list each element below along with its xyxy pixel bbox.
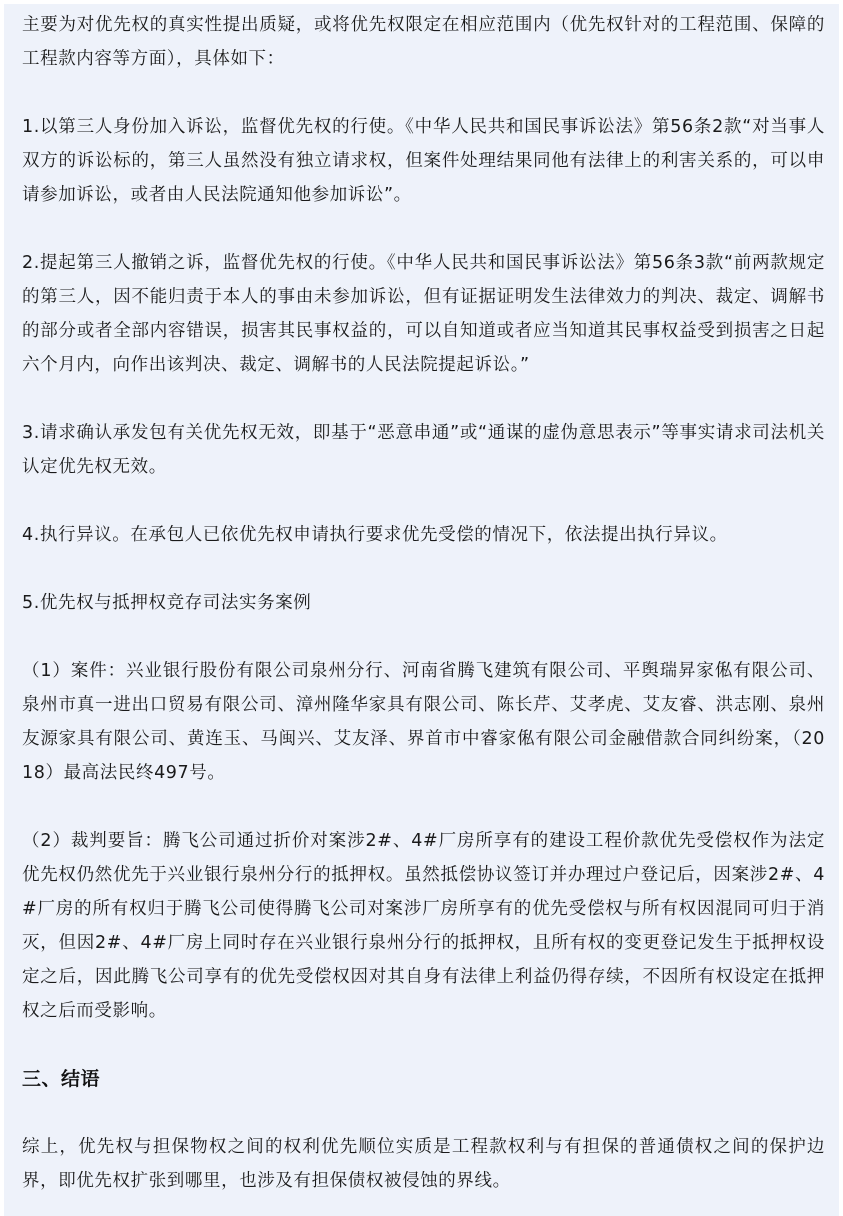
case-2-paragraph: （2）裁判要旨：腾飞公司通过折价对案涉2#、4#厂房所享有的建设工程价款优先受偿权作为法定优先权仍然优先于兴业银行泉州分行的抵押权。虽然抵偿协议签订并办理过户登记后，因案涉2#、4#厂房的所有权归于腾飞公司使得腾飞公司对案涉厂房所享有的优先受偿权与所有权因混同可归于消灭，但因2#、4#厂房上同时存在兴业银行泉州分行的抵押权，且所有权的变更登记发生于抵押权设定之后，因此腾飞公司享有的优先受偿权因对其自身有法律上利益仍得存续，不因所有权设定在抵押权之后而受影响。 [22,831,825,1021]
paragraph-spacer [22,620,825,654]
paragraph-spacer [22,212,825,246]
paragraph-spacer [22,382,825,416]
item-2-paragraph: 2.提起第三人撤销之诉，监督优先权的行使。《中华人民共和国民事诉讼法》第56条3款“前两款规定的第三人，因不能归责于本人的事由未参加诉讼，但有证据证明发生法律效力的判决、裁定、调解书的部分或者全部内容错误，损害其民事权益的，可以自知道或者应当知道其民事权益受到损害之日起六个月内，向作出该判决、裁定、调解书的人民法院提起诉讼。” [22,253,825,375]
paragraph-spacer [22,1096,825,1130]
paragraph-spacer [22,552,825,586]
item-5-paragraph: 5.优先权与抵押权竞存司法实务案例 [22,593,312,613]
paragraph-spacer [22,790,825,824]
item-4-paragraph: 4.执行异议。在承包人已依优先权申请执行要求优先受偿的情况下，依法提出执行异议。 [22,525,728,545]
paragraph-spacer [22,76,825,110]
paragraph-spacer [22,484,825,518]
article-body [4,4,839,1216]
paragraph-spacer [22,1028,825,1062]
conclusion-paragraph: 综上，优先权与担保物权之间的权利优先顺位实质是工程款权利与有担保的普通债权之间的保护边界，即优先权扩张到哪里，也涉及有担保债权被侵蚀的界线。 [22,1137,825,1191]
section-heading: 三、结语 [22,1068,101,1090]
intro-paragraph: 主要为对优先权的真实性提出质疑，或将优先权限定在相应范围内（优先权针对的工程范围、保障的工程款内容等方面），具体如下： [22,15,825,69]
case-1-paragraph: （1）案件：兴业银行股份有限公司泉州分行、河南省腾飞建筑有限公司、平舆瑞昇家俬有限公司、泉州市真一进出口贸易有限公司、漳州隆华家具有限公司、陈长芹、艾孝虎、艾友睿、洪志刚、泉州友源家具有限公司、黄连玉、马闽兴、艾友泽、界首市中睿家俬有限公司金融借款合同纠纷案，（2018）最高法民终497号。 [22,661,825,783]
item-1-paragraph: 1.以第三人身份加入诉讼，监督优先权的行使。《中华人民共和国民事诉讼法》第56条2款“对当事人双方的诉讼标的，第三人虽然没有独立请求权，但案件处理结果同他有法律上的利害关系的，可以申请参加诉讼，或者由人民法院通知他参加诉讼”。 [22,117,825,205]
item-3-paragraph: 3.请求确认承发包有关优先权无效，即基于“恶意串通”或“通谋的虚伪意思表示”等事实请求司法机关认定优先权无效。 [22,423,825,477]
